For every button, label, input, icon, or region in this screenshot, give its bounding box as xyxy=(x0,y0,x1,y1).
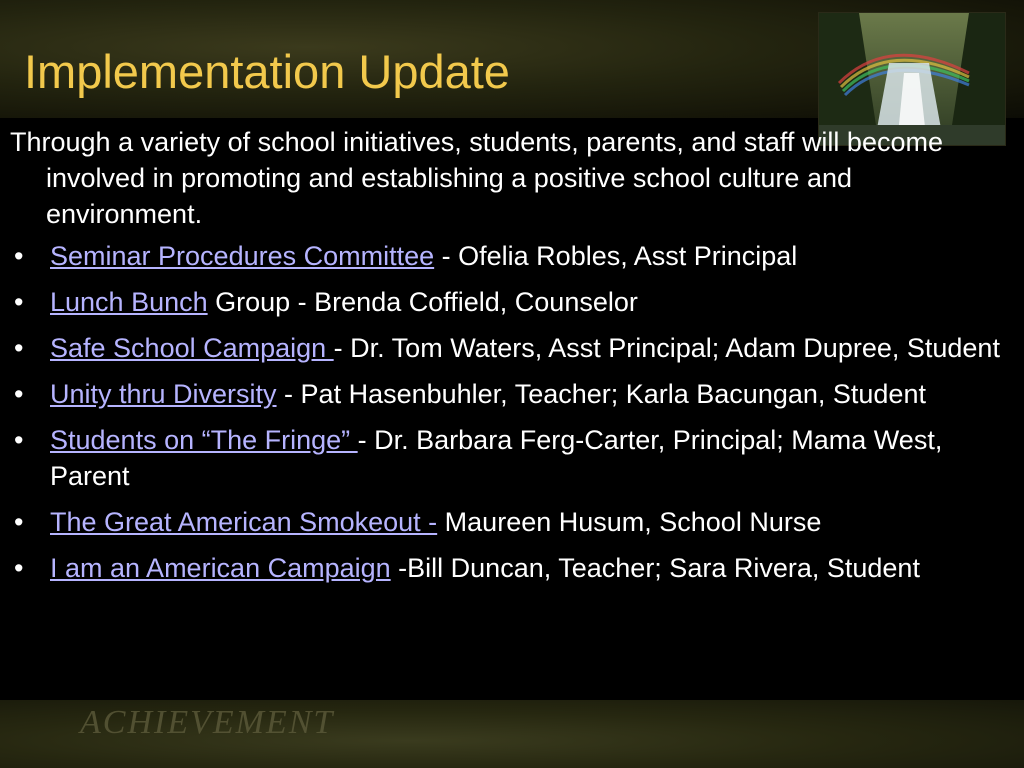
bullet-icon: • xyxy=(14,507,24,537)
intro-paragraph: Through a variety of school initiatives, students, parents, and staff will become involved in promoting and establishing a positive school culture and environment. xyxy=(10,127,943,229)
list-item-text: Group - Brenda Coffield, Counselor xyxy=(207,287,638,317)
bullet-icon: • xyxy=(14,379,24,409)
list-item-text: - Dr. Tom Waters, Asst Principal; Adam Dupree, Student xyxy=(333,333,1000,363)
list-item xyxy=(0,284,1012,320)
watermark-text: ACHIEVEMENT xyxy=(80,704,335,741)
list-item-text: - Pat Hasenbuhler, Teacher; Karla Bacungan, Student xyxy=(276,379,926,409)
list-item xyxy=(0,422,1012,494)
safe-school-campaign-link[interactable]: Safe School Campaign xyxy=(50,333,334,363)
i-am-an-american-link[interactable]: I am an American Campaign xyxy=(50,553,391,583)
list-item xyxy=(0,330,1012,366)
bullet-icon: • xyxy=(14,333,24,363)
lunch-bunch-link[interactable]: Lunch Bunch xyxy=(50,287,208,317)
initiatives-list xyxy=(0,238,1012,586)
list-item xyxy=(0,238,1012,274)
list-item-text: - Dr. Barbara Ferg-Carter, Principal; Mama West, Parent xyxy=(50,425,943,491)
bullet-icon: • xyxy=(14,241,24,271)
list-item-text: -Bill Duncan, Teacher; Sara Rivera, Student xyxy=(390,553,920,583)
list-item-text: Maureen Husum, School Nurse xyxy=(437,507,822,537)
list-item xyxy=(0,550,1012,586)
list-item xyxy=(0,376,1012,412)
slide-title: Implementation Update xyxy=(24,45,510,98)
students-on-the-fringe-link[interactable]: Students on “The Fringe” xyxy=(50,425,358,455)
list-item xyxy=(0,504,1012,540)
bullet-icon: • xyxy=(14,553,24,583)
great-american-smokeout-link[interactable]: The Great American Smokeout - xyxy=(50,507,438,537)
bullet-icon: • xyxy=(14,425,24,455)
bullet-icon: • xyxy=(14,287,24,317)
slide-body xyxy=(0,124,1012,596)
seminar-procedures-link[interactable]: Seminar Procedures Committee xyxy=(50,241,435,271)
unity-thru-diversity-link[interactable]: Unity thru Diversity xyxy=(50,379,277,409)
list-item-text: - Ofelia Robles, Asst Principal xyxy=(434,241,798,271)
